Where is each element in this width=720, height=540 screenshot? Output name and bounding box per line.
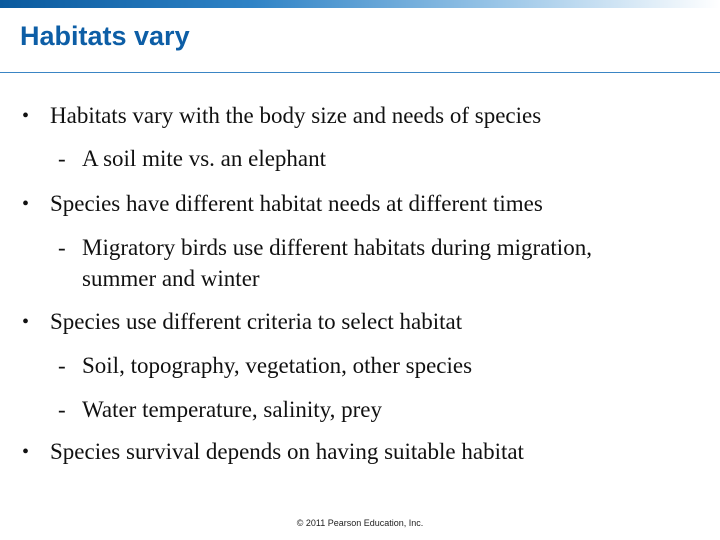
dash-icon: - xyxy=(58,235,66,260)
sub-bullet-text: Water temperature, salinity, prey xyxy=(82,397,382,422)
bullet-icon: • xyxy=(22,105,30,127)
dash-icon: - xyxy=(58,397,66,422)
bullet-text: Species have different habitat needs at different times xyxy=(50,191,543,216)
bullet-text: Species use different criteria to select habitat xyxy=(50,309,463,334)
bullet-icon: • xyxy=(22,441,30,463)
bullet-text: Habitats vary with the body size and needs of species xyxy=(50,103,542,128)
slide-title: Habitats vary xyxy=(20,21,190,51)
sub-bullet-text: A soil mite vs. an elephant xyxy=(82,146,327,171)
dash-icon: - xyxy=(58,146,66,171)
sub-bullet-text-line1: Migratory birds use different habitats during migration, xyxy=(82,235,592,260)
bullet-icon: • xyxy=(22,311,30,333)
sub-bullet-text: Soil, topography, vegetation, other species xyxy=(82,353,473,378)
bullet-icon: • xyxy=(22,193,30,215)
copyright-footer: © 2011 Pearson Education, Inc. xyxy=(296,518,424,528)
bullet-text: Species survival depends on having suitable habitat xyxy=(50,439,524,464)
dash-icon: - xyxy=(58,353,66,378)
sub-bullet-text-line2: summer and winter xyxy=(82,266,260,291)
